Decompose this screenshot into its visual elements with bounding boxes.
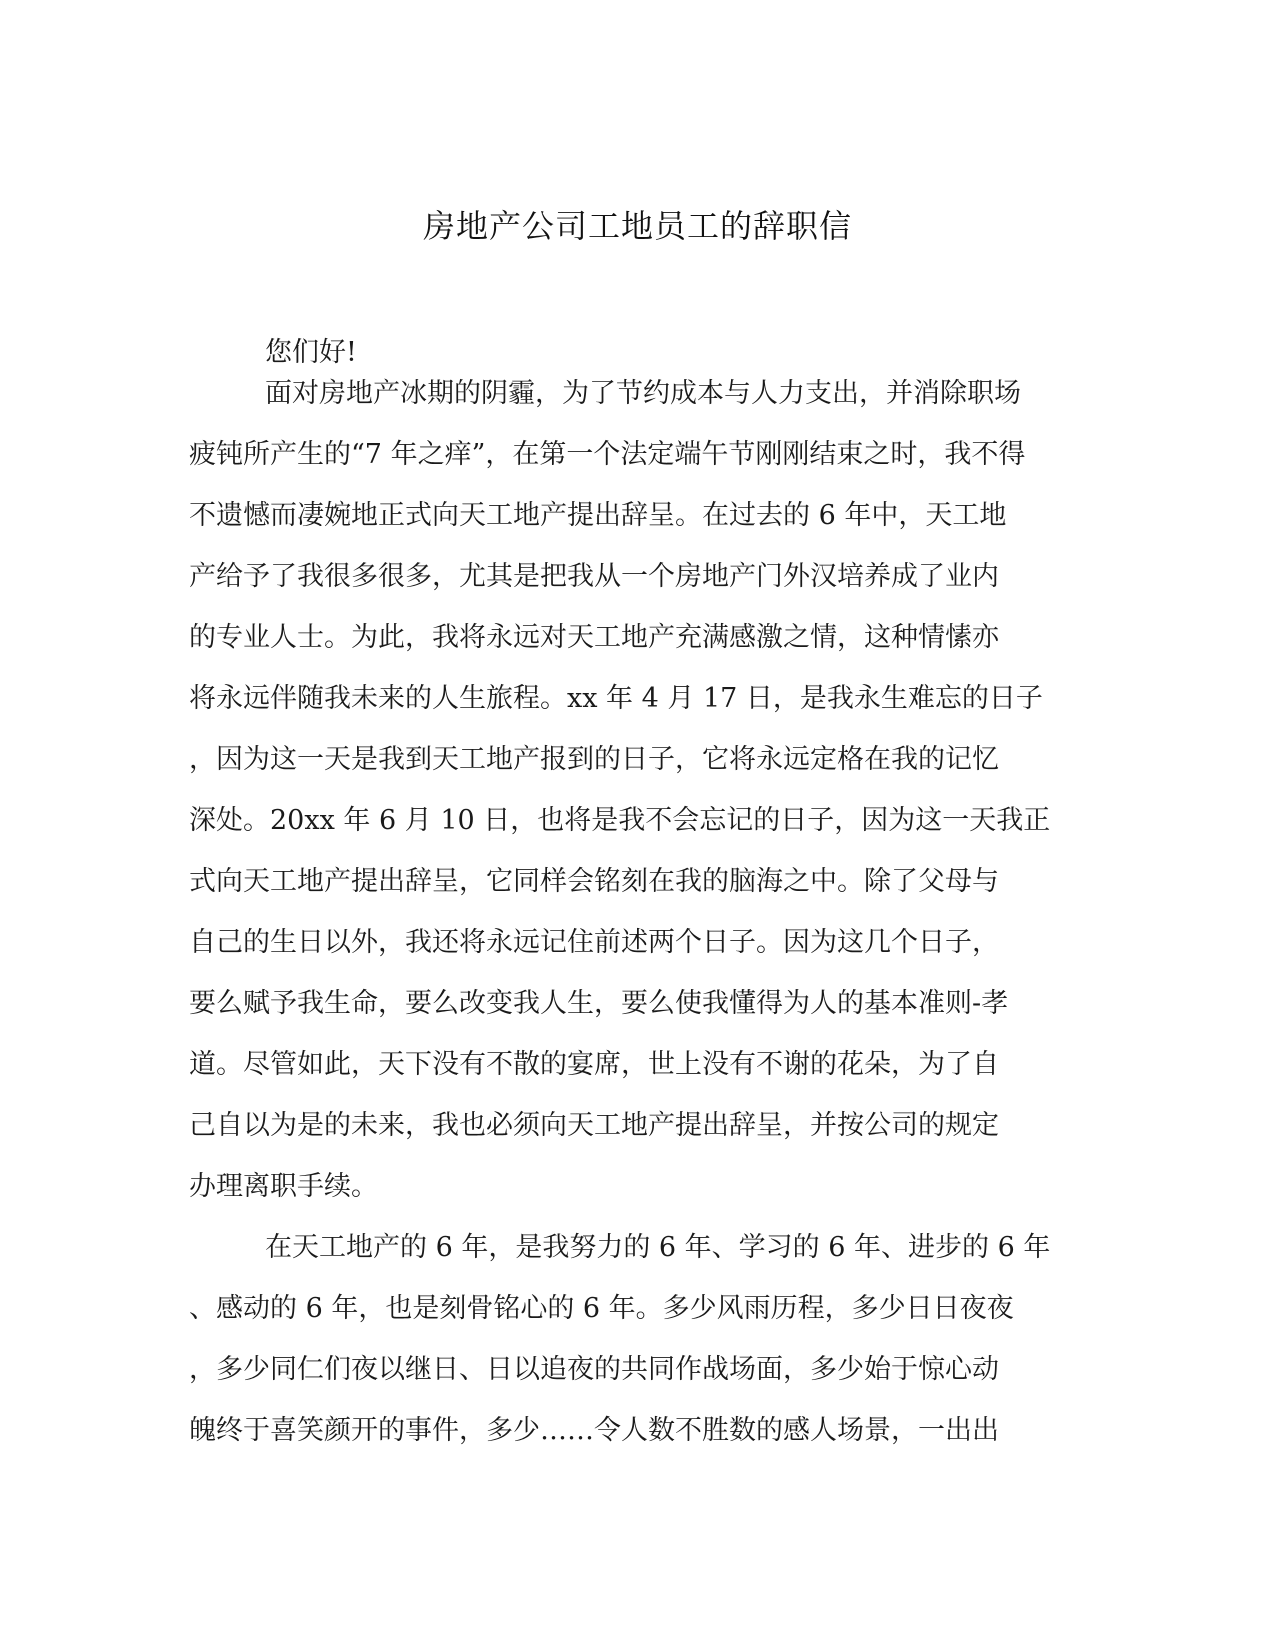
paragraph-line: 面对房地产冰期的阴霾，为了节约成本与人力支出，并消除职场	[265, 378, 1021, 409]
paragraph-line: 己自以为是的未来，我也必须向天工地产提出辞呈，并按公司的规定	[189, 1110, 999, 1141]
paragraph-line: 道。尽管如此，天下没有不散的宴席，世上没有不谢的花朵，为了自	[189, 1049, 999, 1080]
paragraph-line: 将永远伴随我未来的人生旅程。xx 年 4 月 17 日，是我永生难忘的日子	[189, 683, 1043, 714]
paragraph-line: 式向天工地产提出辞呈，它同样会铭刻在我的脑海之中。除了父母与	[189, 866, 999, 897]
paragraph-line: 、感动的 6 年，也是刻骨铭心的 6 年。多少风雨历程，多少日日夜夜	[189, 1293, 1014, 1324]
paragraph-line: 产给予了我很多很多，尤其是把我从一个房地产门外汉培养成了业内	[189, 561, 999, 592]
paragraph-line: 不遗憾而凄婉地正式向天工地产提出辞呈。在过去的 6 年中，天工地	[189, 500, 1007, 531]
paragraph-line: 疲钝所产生的“7 年之痒”，在第一个法定端午节刚刚结束之时，我不得	[189, 439, 1026, 470]
paragraph-line: 深处。20xx 年 6 月 10 日，也将是我不会忘记的日子，因为这一天我正	[189, 805, 1051, 836]
document-title: 房地产公司工地员工的辞职信	[422, 207, 852, 245]
paragraph-line: ，因为这一天是我到天工地产报到的日子，它将永远定格在我的记忆	[189, 744, 999, 775]
greeting: 您们好!	[265, 337, 357, 368]
paragraph-line: 魄终于喜笑颜开的事件，多少……令人数不胜数的感人场景，一出出	[189, 1415, 999, 1446]
paragraph-line: 办理离职手续。	[189, 1171, 378, 1202]
paragraph-line: 的专业人士。为此，我将永远对天工地产充满感激之情，这种情愫亦	[189, 622, 999, 653]
paragraph-line: 在天工地产的 6 年，是我努力的 6 年、学习的 6 年、进步的 6 年	[265, 1232, 1051, 1263]
paragraph-line: ，多少同仁们夜以继日、日以追夜的共同作战场面，多少始于惊心动	[189, 1354, 999, 1385]
paragraph-line: 要么赋予我生命，要么改变我人生，要么使我懂得为人的基本准则-孝	[189, 988, 1009, 1019]
paragraph-line: 自己的生日以外，我还将永远记住前述两个日子。因为这几个日子，	[189, 927, 999, 958]
